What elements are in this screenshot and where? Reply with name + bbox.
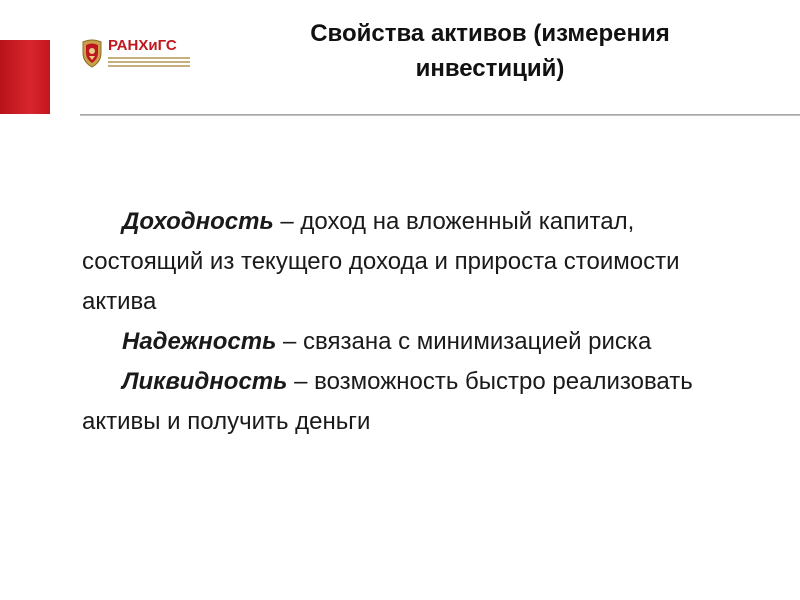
slide-body [82,202,742,442]
ranepa-emblem-icon [80,38,104,68]
logo-name: РАНХиГС [108,37,177,54]
property-definition: – связана с минимизацией риска [276,328,652,355]
logo-text-block [108,38,190,69]
title-divider [80,114,800,116]
property-term: Ликвидность [122,368,288,395]
slide-title [240,16,740,86]
property-definition: – возможность быстро реализовать активы и получить деньги [82,368,693,435]
ranepa-logo [80,38,192,70]
slide-title-line-2: инвестиций) [415,55,565,82]
property-item-reliability [82,322,742,362]
property-term: Надежность [122,328,277,355]
logo-subtitle-lines [108,57,190,69]
property-definition: – доход на вложенный капитал, состоящий из текущего дохода и прироста стоимости актива [82,208,680,315]
red-accent-block [0,40,50,114]
property-item-liquidity [82,362,742,442]
slide-title-line-1: Свойства активов (измерения [310,20,670,47]
property-item-profitability [82,202,742,322]
property-term: Доходность [122,208,274,235]
